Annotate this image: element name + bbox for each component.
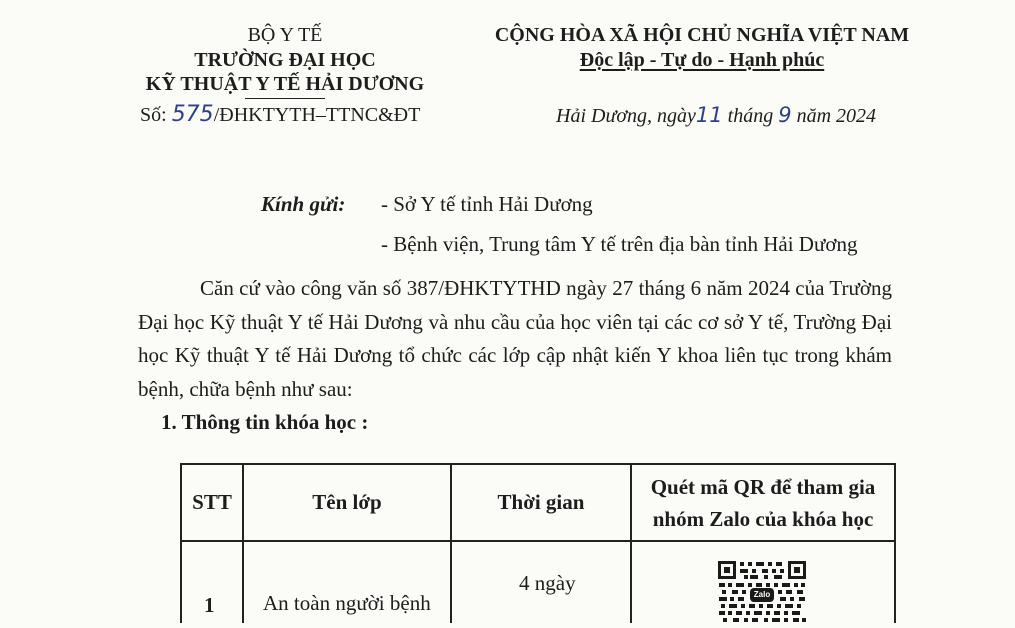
table-border-right [894, 463, 896, 623]
table-header-time: Thời gian [497, 490, 585, 514]
document-number-suffix: /ĐHKTYTH–TTNC&ĐT [213, 104, 421, 126]
date-prefix: Hải Dương, ngày [556, 105, 696, 127]
ministry-name: BỘ Y TẾ [247, 24, 323, 46]
zalo-logo-text: Zalo [753, 590, 771, 599]
date-day-handwritten: 11 [695, 103, 723, 127]
table-row-1-name: An toàn người bệnh [263, 591, 431, 615]
table-row-1-qr-code [717, 560, 807, 628]
table-header-stt: STT [192, 490, 232, 514]
country-name: CỘNG HÒA XÃ HỘI CHỦ NGHĨA VIỆT NAM [494, 24, 910, 46]
table-header-divider [180, 540, 896, 542]
table-row-1-time: 4 ngày [519, 571, 576, 595]
school-name-underline [245, 98, 325, 99]
recipient-item-2: - Bệnh viện, Trung tâm Y tế trên địa bàn tỉnh Hải Dương [381, 232, 858, 256]
table-header-name: Tên lớp [312, 490, 382, 514]
section-heading-course-info: 1. Thông tin khóa học : [161, 410, 369, 434]
date-month-handwritten: 9 [778, 103, 792, 127]
table-header-qr-line2: nhóm Zalo của khóa học [652, 506, 874, 531]
table-header-qr [632, 465, 894, 540]
recipient-item-1: - Sở Y tế tỉnh Hải Dương [381, 192, 593, 216]
school-name-line2-text: KỸ THUẬT Y TẾ HẢI DƯƠNG [145, 73, 425, 95]
school-name-line1: TRƯỜNG ĐẠI HỌC [194, 49, 376, 71]
national-motto: Độc lập - Tự do - Hạnh phúc [579, 49, 825, 71]
recipient-label: Kính gửi: [261, 192, 346, 216]
date-month-label: tháng [727, 105, 774, 127]
document-number-handwritten: 575 [171, 102, 214, 127]
document-date [556, 104, 876, 127]
table-row-1-stt: 1 [204, 593, 215, 617]
body-paragraph: Căn cứ vào công văn số 387/ĐHKTYTHD ngày 27 tháng 6 năm 2024 của Trường Đại học Kỹ thuật Y tế Hải Dương và nhu cầu của học viên tại các cơ sở Y tế, Trường Đại học Kỹ thuật Y tế Hải Dương tổ chức các lớp cập nhật kiến Y khoa liên tục trong khám bệnh, chữa bệnh như sau: [138, 276, 892, 401]
table-header-qr-line1: Quét mã QR để tham gia [650, 474, 876, 499]
date-year: năm 2024 [796, 105, 877, 127]
document-number [140, 104, 420, 126]
course-table [180, 463, 896, 623]
school-name-line2 [140, 73, 430, 95]
document-number-label: Số: [140, 104, 167, 126]
